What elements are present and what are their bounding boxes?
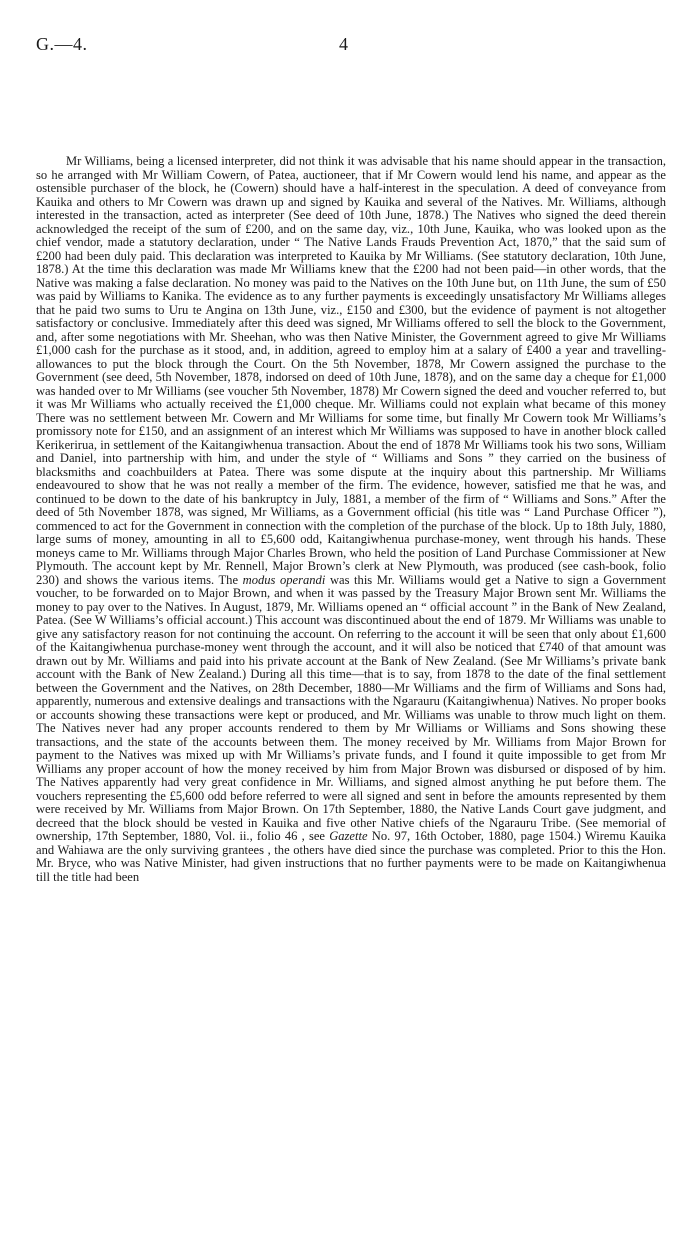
italic-word-gazette: Gazette xyxy=(329,829,368,843)
paragraph-text-part-1: Mr Williams, being a licensed interpreter, did not think it was advisable that his name should appear in the transaction, so he arranged with Mr William Cowern, of Patea, auctioneer, that if Mr Cowern would lend his name, and appear as the ostensible purchaser of the block, he (Cowern) should have a half-interest in the speculation. A deed of conveyance from Kauika and others to Mr Cowern was drawn up and signed by Kauika and several of the Natives. Mr. Williams, although interested in the transaction, acted as interpreter (See deed of 10th June, 1878.) The Natives who signed the deed therein acknowledged the receipt of the sum of £200, and on the same day, viz., 10th June, Kauika, who was looked upon as the chief vendor, made a statutory declaration, under “ The Native Lands Frauds Prevention Act, 1870,” that the said sum of £200 had been duly paid. This declaration was interpreted to Kauika by Mr Williams. (See statutory declaration, 10th June, 1878.) At the time this declaration was made Mr Williams knew that the £200 had not been paid—in other words, that the Native was making a false declaration. No money was paid to the Natives on the 10th June but, on 11th June, the sum of £50 was paid by Williams to Kanika. The evidence as to any further payments is exceedingly unsatisfactory Mr Williams alleges that he paid two sums to Uru te Angina on 13th June, viz., £150 and £300, but the evidence of payment is not altogether satisfactory or conclusive. Immediately after this deed was signed, Mr Williams offered to sell the block to the Government, and, after some negotiations with Mr. Sheehan, who was then Native Minister, the Government agreed to give Mr Williams £1,000 cash for the purchase as it stood, and, in addition, agreed to employ him at a salary of £400 a year and travelling-allowances to put the block through the Court. On the 5th November, 1878, Mr Cowern assigned the purchase to the Government (see deed, 5th November, 1878, indorsed on deed of 10th June, 1878), and on the same day a cheque for £1,000 was handed over to Mr Williams (see voucher 5th November, 1878) Mr Cowern signed the deed and voucher referred to, but it was Mr Williams who actually received the £1,000 cheque. Mr. Williams could not explain what became of this money There was no settlement between Mr. Cowern and Mr Williams for some time, but finally Mr Cowern took Mr Williams’s promissory note for £150, and an assignment of an interest which Mr Williams was supposed to have in another block called Kerikerirua, in settlement of the Kaitangiwhenua transaction. About the end of 1878 Mr Williams took his two sons, William and Daniel, into partnership with him, and under the style of “ Williams and Sons ” they carried on the business of blacksmiths and coachbuilders at Patea. There was some dispute at the inquiry about this partnership. Mr Williams endeavoured to show that he was not really a member of the firm. The evidence, however, satisfied me that he was, and continued to be down to the date of his bankruptcy in July, 1881, a member of the firm of “ Williams and Sons.” After the deed of 5th November 1878, was signed, Mr Williams, as a Government official (his title was “ Land Purchase Officer ”), commenced to act for the Government in connection with the completion of the purchase of the block. Up to 18th July, 1880, large sums of money, amounting in all to £5,600 odd, Kaitangiwhenua purchase-money, went through his hands. These moneys came to Mr. Williams through Major Charles Brown, who held the position of Land Purchase Commissioner at New Plymouth. The account kept by Mr. Rennell, Major Brown’s clerk at New Plymouth, was produced (see cash-book, folio 230) and shows the various items. The xyxy=(36,154,666,587)
paragraph-text-part-3: No. 97, 16th October, 1880, page 1504.) Wiremu Kauika and Wahiawa are the only surviving grantees , the others have died since the purchase was completed. Prior to this the Hon. Mr. Bryce, who was Native Minister, had given instructions that no further payments were to be made on Kaitangiwhenua till the title had been xyxy=(36,829,666,884)
italic-phrase-modus-operandi: modus operandi xyxy=(242,572,326,587)
paragraph-text-part-2: was this Mr. Williams would get a Native to sign a Government voucher, to be forwarded on to Major Brown, and when it was passed by the Treasury Major Brown sent Mr. Williams the money to pay over to the Natives. In August, 1879, Mr. Williams opened an “ official account ” in the Bank of New Zealand, Patea. (See W Williams’s official account.) This account was discontinued about the end of 1879. Mr Williams was unable to give any satisfactory reason for not continuing the account. On referring to the account it will be seen that only about £1,600 of the Kaitangiwhenua purchase-money went through the account, and it will also be noticed that £740 of that amount was drawn out by Mr. Williams and paid into his private account at the Bank of New Zealand. (See Mr Williams’s private bank account with the Bank of New Zealand.) During all this time—that is to say, from 1878 to the date of the final settlement between the Government and the Natives, on 28th December, 1880—Mr Williams and the firm of Williams and Sons had, apparently, numerous and extensive dealings and transactions with the Ngarauru (Kaitangiwhenua) Natives. No proper books or accounts showing these transactions were kept or produced, and Mr. Williams was unable to throw much light on them. The Natives never had any proper accounts rendered to them by Mr Williams or Williams and Sons showing these transactions, and the state of the accounts between them. The money received by Mr. Williams from Major Brown for payment to the Natives was mixed up with Mr Williams’s private funds, and I found it quite impossible to get from Mr Williams any proper account of how the money received by him from Major Brown was disbursed or disposed of by him. The Natives apparently had very great confidence in Mr. Williams, and signed almost anything he put before them. The vouchers representing the £5,600 odd before referred to were all signed and sent in before the amounts represented by them were received by Mr. Williams from Major Brown. On 17th September, 1880, the Native Lands Court gave judgment, and decreed that the block should be vested in Kauika and five other Native chiefs of the Ngarauru Tribe. (See memorial of ownership, 17th September, 1880, Vol. ii., folio 46 , see xyxy=(36,572,667,843)
document-reference: G.—4. xyxy=(36,34,88,54)
body-paragraph xyxy=(36,155,666,884)
page-number: 4 xyxy=(339,34,348,54)
